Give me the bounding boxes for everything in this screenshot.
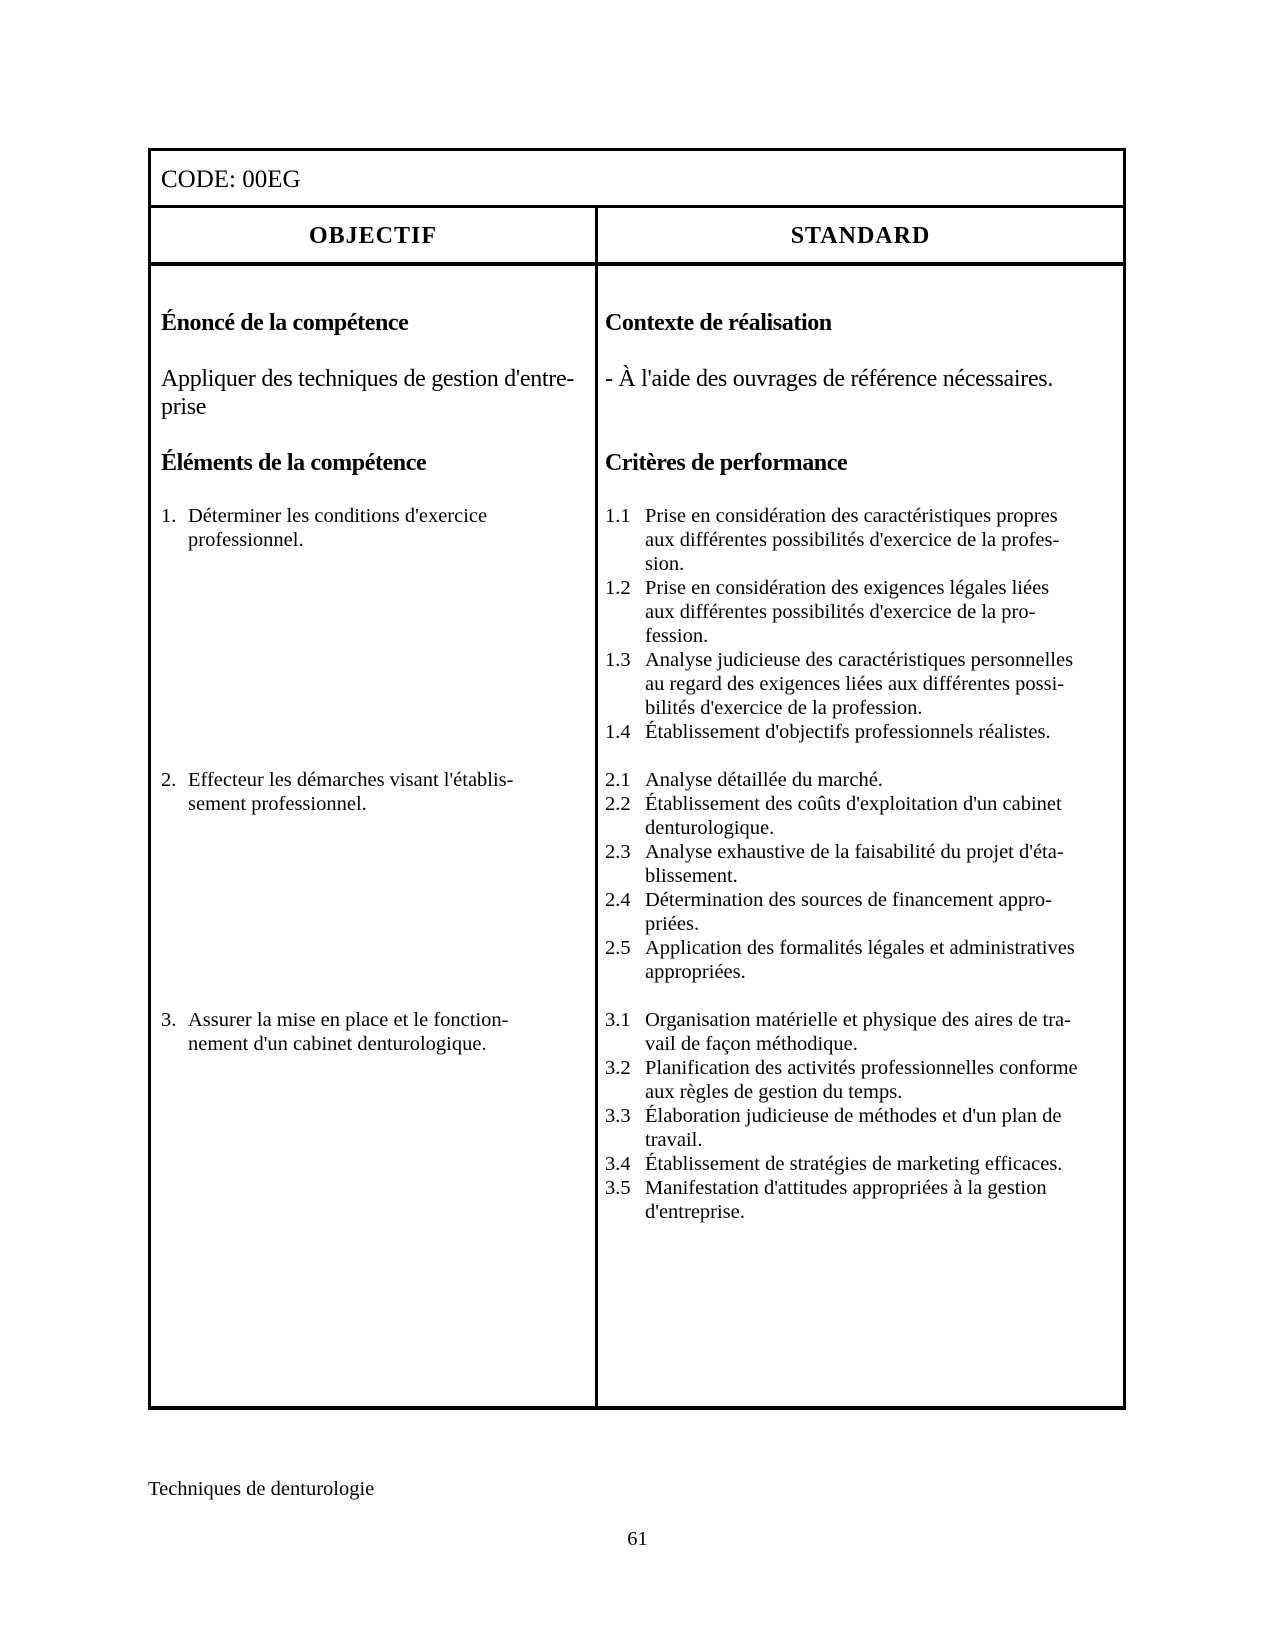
criteria-number: 2.4 <box>605 889 631 911</box>
criteria-line: sion. <box>645 553 685 575</box>
element-line: professionnel. <box>188 529 304 551</box>
table-top-border <box>148 148 1126 151</box>
criteria-text <box>645 576 1115 648</box>
criteria-line: travail. <box>645 1129 703 1151</box>
code-label: CODE: 00EG <box>161 166 301 193</box>
criteria-text <box>645 888 1115 936</box>
criteria-number: 3.4 <box>605 1153 631 1175</box>
criteria-item <box>605 1056 1115 1104</box>
element-line: nement d'un cabinet denturologique. <box>188 1033 487 1055</box>
criteria-number: 1.1 <box>605 505 631 527</box>
criteria-item <box>605 1152 1115 1176</box>
criteria-line: d'entreprise. <box>645 1201 745 1223</box>
criteria-item <box>605 1176 1115 1224</box>
element-number: 2. <box>161 769 177 791</box>
element-line: Assurer la mise en place et le fonction- <box>188 1009 509 1031</box>
element-line: Effecteur les démarches visant l'établis- <box>188 769 514 791</box>
page-number: 61 <box>627 1528 648 1550</box>
element-line: sement professionnel. <box>188 793 367 815</box>
element-text <box>188 1008 508 1056</box>
criteria-number: 1.2 <box>605 577 631 599</box>
criteria-text <box>645 936 1115 984</box>
criteria-line: Analyse exhaustive de la faisabilité du projet d'éta- <box>645 841 1064 863</box>
criteria-item <box>605 648 1115 720</box>
table-right-border <box>1123 148 1126 1410</box>
criteria-list <box>605 768 1115 984</box>
criteria-line: Planification des activités professionnelles conforme <box>645 1057 1078 1079</box>
criteria-group <box>605 1008 1115 1224</box>
criteria-line: Élaboration judicieuse de méthodes et d'un plan de <box>645 1105 1062 1127</box>
criteria-line: Organisation matérielle et physique des aires de tra- <box>645 1009 1071 1031</box>
criteria-line: Établissement des coûts d'exploitation d'un cabinet <box>645 793 1062 815</box>
criteria-group <box>605 768 1115 984</box>
criteria-line: bilités d'exercice de la profession. <box>645 697 923 719</box>
criteria-text <box>645 1176 1115 1224</box>
criteria-line: appropriées. <box>645 961 746 983</box>
criteria-line: aux différentes possibilités d'exercice de la pro- <box>645 601 1036 623</box>
criteria-text <box>645 1056 1115 1104</box>
criteria-number: 3.5 <box>605 1177 631 1199</box>
column-divider <box>595 205 598 1410</box>
criteria-line: Établissement de stratégies de marketing efficaces. <box>645 1153 1063 1175</box>
enonce-title: Énoncé de la compétence <box>161 310 409 336</box>
enonce-line-2: prise <box>161 394 207 420</box>
criteria-item <box>605 720 1115 744</box>
header-row-divider <box>148 262 1126 266</box>
criteria-number: 3.1 <box>605 1009 631 1031</box>
criteria-text <box>645 504 1115 576</box>
criteria-line: Détermination des sources de financement appro- <box>645 889 1052 911</box>
criteria-line: au regard des exigences liées aux différentes possi- <box>645 673 1065 695</box>
criteria-line: blissement. <box>645 865 738 887</box>
criteria-line: denturologique. <box>645 817 775 839</box>
criteria-item <box>605 888 1115 936</box>
elements-title: Éléments de la compétence <box>161 450 427 476</box>
criteria-item <box>605 1008 1115 1056</box>
criteria-item <box>605 792 1115 840</box>
criteria-line: priées. <box>645 913 700 935</box>
criteria-text <box>645 720 1115 744</box>
criteria-item <box>605 840 1115 888</box>
criteria-line: fession. <box>645 625 709 647</box>
criteria-line: Analyse détaillée du marché. <box>645 769 883 791</box>
element-line: Déterminer les conditions d'exercice <box>188 505 488 527</box>
criteria-number: 2.2 <box>605 793 631 815</box>
criteria-line: Prise en considération des exigences légales liées <box>645 577 1050 599</box>
criteria-line: aux règles de gestion du temps. <box>645 1081 903 1103</box>
criteria-number: 1.3 <box>605 649 631 671</box>
criteria-item <box>605 936 1115 984</box>
criteria-text <box>645 1104 1115 1152</box>
criteria-number: 2.5 <box>605 937 631 959</box>
contexte-item: - À l'aide des ouvrages de référence nécessaires. <box>605 366 1054 392</box>
objectif-header: OBJECTIF <box>308 223 438 249</box>
element-number: 1. <box>161 505 177 527</box>
criteria-item <box>605 1104 1115 1152</box>
criteria-number: 3.3 <box>605 1105 631 1127</box>
criteria-text <box>645 792 1115 840</box>
criteria-text <box>645 1008 1115 1056</box>
element-text <box>188 504 487 552</box>
code-row-divider <box>148 205 1126 208</box>
criteria-number: 2.3 <box>605 841 631 863</box>
criteria-line: aux différentes possibilités d'exercice de la profes- <box>645 529 1060 551</box>
criteria-number: 1.4 <box>605 721 631 743</box>
criteria-group <box>605 504 1115 744</box>
criteria-text <box>645 840 1115 888</box>
footer-program: Techniques de denturologie <box>148 1478 375 1500</box>
criteria-line: Établissement d'objectifs professionnels réalistes. <box>645 721 1051 743</box>
table-bottom-border <box>148 1406 1126 1410</box>
criteria-line: Application des formalités légales et administratives <box>645 937 1075 959</box>
criteria-text <box>645 768 1115 792</box>
contexte-title: Contexte de réalisation <box>605 310 832 336</box>
criteria-line: Analyse judicieuse des caractéristiques personnelles <box>645 649 1074 671</box>
criteria-item <box>605 768 1115 792</box>
criteria-line: Prise en considération des caractéristiques propres <box>645 505 1058 527</box>
criteria-line: vail de façon méthodique. <box>645 1033 858 1055</box>
criteria-item <box>605 576 1115 648</box>
criteria-list <box>605 1008 1115 1224</box>
criteria-text <box>645 648 1115 720</box>
element-number: 3. <box>161 1009 177 1031</box>
element-text <box>188 768 514 816</box>
enonce-line-1: Appliquer des techniques de gestion d'entre- <box>161 366 574 392</box>
criteria-number: 3.2 <box>605 1057 631 1079</box>
criteria-item <box>605 504 1115 576</box>
criteria-line: Manifestation d'attitudes appropriées à la gestion <box>645 1177 1047 1199</box>
criteria-list <box>605 504 1115 744</box>
standard-header: STANDARD <box>790 223 931 249</box>
table-left-border <box>148 148 151 1410</box>
criteria-number: 2.1 <box>605 769 631 791</box>
criteres-title: Critères de performance <box>605 450 848 476</box>
criteria-text <box>645 1152 1115 1176</box>
